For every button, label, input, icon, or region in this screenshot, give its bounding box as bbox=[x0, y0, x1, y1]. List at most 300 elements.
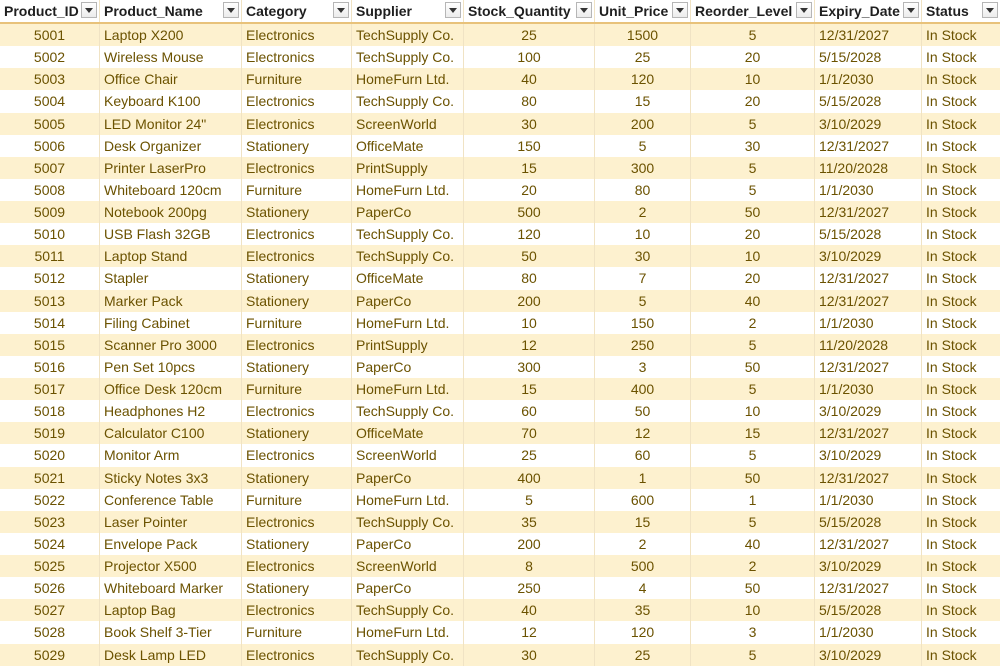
cell-expiry-date[interactable]: 12/31/2027 bbox=[815, 356, 922, 378]
cell-category[interactable]: Electronics bbox=[242, 223, 352, 245]
cell-reorder-level[interactable]: 5 bbox=[691, 511, 815, 533]
cell-supplier[interactable]: ScreenWorld bbox=[352, 444, 464, 466]
cell-expiry-date[interactable]: 5/15/2028 bbox=[815, 223, 922, 245]
cell-stock-quantity[interactable]: 60 bbox=[464, 400, 595, 422]
cell-product-name[interactable]: Printer LaserPro bbox=[100, 157, 242, 179]
cell-reorder-level[interactable]: 40 bbox=[691, 533, 815, 555]
header-product-id[interactable] bbox=[0, 0, 100, 22]
cell-reorder-level[interactable]: 50 bbox=[691, 577, 815, 599]
table-row[interactable] bbox=[0, 201, 1000, 223]
cell-product-id[interactable]: 5007 bbox=[0, 157, 100, 179]
cell-product-name[interactable]: Laptop X200 bbox=[100, 24, 242, 46]
cell-product-name[interactable]: Keyboard K100 bbox=[100, 90, 242, 112]
cell-reorder-level[interactable]: 5 bbox=[691, 113, 815, 135]
cell-expiry-date[interactable]: 11/20/2028 bbox=[815, 334, 922, 356]
cell-category[interactable]: Furniture bbox=[242, 68, 352, 90]
cell-category[interactable]: Electronics bbox=[242, 113, 352, 135]
cell-supplier[interactable]: HomeFurn Ltd. bbox=[352, 68, 464, 90]
cell-stock-quantity[interactable]: 10 bbox=[464, 312, 595, 334]
cell-expiry-date[interactable]: 12/31/2027 bbox=[815, 24, 922, 46]
cell-stock-quantity[interactable]: 30 bbox=[464, 113, 595, 135]
cell-stock-quantity[interactable]: 80 bbox=[464, 267, 595, 289]
cell-status[interactable]: In Stock bbox=[926, 27, 977, 43]
cell-product-id[interactable]: 5002 bbox=[0, 46, 100, 68]
table-row[interactable] bbox=[0, 621, 1000, 643]
cell-product-name[interactable]: Office Chair bbox=[100, 68, 242, 90]
cell-product-name[interactable]: Calculator C100 bbox=[100, 422, 242, 444]
table-row[interactable] bbox=[0, 599, 1000, 621]
cell-unit-price[interactable]: 12 bbox=[595, 422, 691, 444]
table-row[interactable] bbox=[0, 113, 1000, 135]
cell-stock-quantity[interactable]: 100 bbox=[464, 46, 595, 68]
cell-status[interactable]: In Stock bbox=[926, 159, 977, 176]
header-reorder-level[interactable] bbox=[691, 0, 815, 22]
cell-supplier[interactable]: OfficeMate bbox=[352, 422, 464, 444]
cell-supplier[interactable]: HomeFurn Ltd. bbox=[352, 378, 464, 400]
cell-product-id[interactable]: 5027 bbox=[0, 599, 100, 621]
cell-stock-quantity[interactable]: 70 bbox=[464, 422, 595, 444]
cell-unit-price[interactable]: 7 bbox=[595, 267, 691, 289]
table-row[interactable] bbox=[0, 489, 1000, 511]
filter-dropdown-button[interactable] bbox=[796, 2, 812, 18]
cell-unit-price[interactable]: 5 bbox=[595, 135, 691, 157]
cell-unit-price[interactable]: 15 bbox=[595, 90, 691, 112]
cell-category[interactable]: Stationery bbox=[242, 290, 352, 312]
cell-unit-price[interactable]: 10 bbox=[595, 223, 691, 245]
cell-product-name[interactable]: Filing Cabinet bbox=[100, 312, 242, 334]
header-category[interactable] bbox=[242, 0, 352, 22]
cell-unit-price[interactable]: 400 bbox=[595, 378, 691, 400]
cell-product-id[interactable]: 5029 bbox=[0, 644, 100, 666]
cell-stock-quantity[interactable]: 120 bbox=[464, 223, 595, 245]
cell-stock-quantity[interactable]: 500 bbox=[464, 201, 595, 223]
cell-supplier[interactable]: TechSupply Co. bbox=[352, 511, 464, 533]
cell-category[interactable]: Electronics bbox=[242, 334, 352, 356]
cell-expiry-date[interactable]: 12/31/2027 bbox=[815, 290, 922, 312]
cell-category[interactable]: Furniture bbox=[242, 378, 352, 400]
cell-category[interactable]: Furniture bbox=[242, 179, 352, 201]
cell-reorder-level[interactable]: 5 bbox=[691, 179, 815, 201]
cell-product-id[interactable]: 5018 bbox=[0, 400, 100, 422]
cell-category[interactable]: Electronics bbox=[242, 511, 352, 533]
cell-expiry-date[interactable]: 12/31/2027 bbox=[815, 533, 922, 555]
cell-product-name[interactable]: Monitor Arm bbox=[100, 444, 242, 466]
cell-product-id[interactable]: 5016 bbox=[0, 356, 100, 378]
cell-category[interactable]: Stationery bbox=[242, 135, 352, 157]
cell-reorder-level[interactable]: 20 bbox=[691, 46, 815, 68]
cell-product-id[interactable]: 5020 bbox=[0, 444, 100, 466]
cell-unit-price[interactable]: 300 bbox=[595, 157, 691, 179]
cell-status[interactable]: In Stock bbox=[926, 602, 977, 619]
cell-product-name[interactable]: Laptop Bag bbox=[100, 599, 242, 621]
cell-reorder-level[interactable]: 5 bbox=[691, 24, 815, 46]
cell-product-name[interactable]: Scanner Pro 3000 bbox=[100, 334, 242, 356]
cell-stock-quantity[interactable]: 25 bbox=[464, 444, 595, 466]
cell-product-id[interactable]: 5023 bbox=[0, 511, 100, 533]
cell-product-name[interactable]: Laptop Stand bbox=[100, 245, 242, 267]
cell-stock-quantity[interactable]: 200 bbox=[464, 290, 595, 312]
cell-reorder-level[interactable]: 10 bbox=[691, 245, 815, 267]
cell-status[interactable]: In Stock bbox=[926, 314, 977, 331]
cell-product-id[interactable]: 5028 bbox=[0, 621, 100, 643]
cell-product-id[interactable]: 5004 bbox=[0, 90, 100, 112]
cell-category[interactable]: Stationery bbox=[242, 577, 352, 599]
cell-reorder-level[interactable]: 20 bbox=[691, 223, 815, 245]
cell-expiry-date[interactable]: 1/1/2030 bbox=[815, 621, 922, 643]
cell-expiry-date[interactable]: 3/10/2029 bbox=[815, 444, 922, 466]
cell-expiry-date[interactable]: 12/31/2027 bbox=[815, 201, 922, 223]
cell-product-name[interactable]: LED Monitor 24" bbox=[100, 113, 242, 135]
cell-product-name[interactable]: Whiteboard 120cm bbox=[100, 179, 242, 201]
cell-expiry-date[interactable]: 1/1/2030 bbox=[815, 489, 922, 511]
cell-category[interactable]: Electronics bbox=[242, 157, 352, 179]
header-product-name[interactable] bbox=[100, 0, 242, 22]
cell-unit-price[interactable]: 25 bbox=[595, 644, 691, 666]
table-row[interactable] bbox=[0, 267, 1000, 289]
filter-dropdown-button[interactable] bbox=[672, 2, 688, 18]
cell-product-id[interactable]: 5015 bbox=[0, 334, 100, 356]
cell-expiry-date[interactable]: 5/15/2028 bbox=[815, 46, 922, 68]
cell-product-id[interactable]: 5014 bbox=[0, 312, 100, 334]
cell-reorder-level[interactable]: 40 bbox=[691, 290, 815, 312]
cell-supplier[interactable]: OfficeMate bbox=[352, 135, 464, 157]
cell-category[interactable]: Electronics bbox=[242, 400, 352, 422]
filter-dropdown-button[interactable] bbox=[333, 2, 349, 18]
cell-status[interactable]: In Stock bbox=[926, 513, 977, 530]
cell-status[interactable]: In Stock bbox=[926, 580, 977, 597]
cell-reorder-level[interactable]: 5 bbox=[691, 334, 815, 356]
cell-product-id[interactable]: 5025 bbox=[0, 555, 100, 577]
cell-product-name[interactable]: Notebook 200pg bbox=[100, 201, 242, 223]
cell-unit-price[interactable]: 200 bbox=[595, 113, 691, 135]
cell-reorder-level[interactable]: 2 bbox=[691, 312, 815, 334]
table-row[interactable] bbox=[0, 135, 1000, 157]
cell-expiry-date[interactable]: 5/15/2028 bbox=[815, 90, 922, 112]
cell-product-id[interactable]: 5005 bbox=[0, 113, 100, 135]
cell-expiry-date[interactable]: 1/1/2030 bbox=[815, 179, 922, 201]
cell-unit-price[interactable]: 30 bbox=[595, 245, 691, 267]
cell-unit-price[interactable]: 1 bbox=[595, 467, 691, 489]
cell-stock-quantity[interactable]: 400 bbox=[464, 467, 595, 489]
cell-product-id[interactable]: 5006 bbox=[0, 135, 100, 157]
cell-supplier[interactable]: PrintSupply bbox=[352, 334, 464, 356]
cell-stock-quantity[interactable]: 50 bbox=[464, 245, 595, 267]
cell-category[interactable]: Electronics bbox=[242, 90, 352, 112]
cell-unit-price[interactable]: 60 bbox=[595, 444, 691, 466]
table-row[interactable] bbox=[0, 46, 1000, 68]
cell-product-name[interactable]: Desk Organizer bbox=[100, 135, 242, 157]
cell-supplier[interactable]: HomeFurn Ltd. bbox=[352, 179, 464, 201]
cell-category[interactable]: Electronics bbox=[242, 644, 352, 666]
cell-product-id[interactable]: 5010 bbox=[0, 223, 100, 245]
cell-expiry-date[interactable]: 1/1/2030 bbox=[815, 312, 922, 334]
cell-stock-quantity[interactable]: 8 bbox=[464, 555, 595, 577]
cell-product-id[interactable]: 5009 bbox=[0, 201, 100, 223]
header-unit-price[interactable] bbox=[595, 0, 691, 22]
cell-supplier[interactable]: TechSupply Co. bbox=[352, 24, 464, 46]
cell-expiry-date[interactable]: 3/10/2029 bbox=[815, 245, 922, 267]
cell-reorder-level[interactable]: 20 bbox=[691, 267, 815, 289]
cell-stock-quantity[interactable]: 200 bbox=[464, 533, 595, 555]
cell-reorder-level[interactable]: 20 bbox=[691, 90, 815, 112]
cell-product-name[interactable]: USB Flash 32GB bbox=[100, 223, 242, 245]
cell-expiry-date[interactable]: 1/1/2030 bbox=[815, 378, 922, 400]
cell-status[interactable]: In Stock bbox=[926, 469, 977, 486]
cell-supplier[interactable]: TechSupply Co. bbox=[352, 90, 464, 112]
cell-status[interactable]: In Stock bbox=[926, 403, 977, 420]
cell-status[interactable]: In Stock bbox=[926, 491, 977, 508]
cell-stock-quantity[interactable]: 12 bbox=[464, 621, 595, 643]
cell-status[interactable]: In Stock bbox=[926, 71, 977, 88]
cell-unit-price[interactable]: 4 bbox=[595, 577, 691, 599]
cell-unit-price[interactable]: 5 bbox=[595, 290, 691, 312]
cell-expiry-date[interactable]: 3/10/2029 bbox=[815, 644, 922, 666]
cell-supplier[interactable]: ScreenWorld bbox=[352, 555, 464, 577]
cell-stock-quantity[interactable]: 80 bbox=[464, 90, 595, 112]
cell-category[interactable]: Electronics bbox=[242, 245, 352, 267]
filter-dropdown-button[interactable] bbox=[445, 2, 461, 18]
cell-status[interactable]: In Stock bbox=[926, 248, 977, 265]
cell-product-name[interactable]: Office Desk 120cm bbox=[100, 378, 242, 400]
cell-product-name[interactable]: Envelope Pack bbox=[100, 533, 242, 555]
cell-status[interactable]: In Stock bbox=[926, 49, 977, 66]
cell-status[interactable]: In Stock bbox=[926, 535, 977, 552]
cell-product-id[interactable]: 5024 bbox=[0, 533, 100, 555]
table-row[interactable] bbox=[0, 312, 1000, 334]
cell-reorder-level[interactable]: 10 bbox=[691, 68, 815, 90]
cell-stock-quantity[interactable]: 20 bbox=[464, 179, 595, 201]
cell-unit-price[interactable]: 50 bbox=[595, 400, 691, 422]
cell-reorder-level[interactable]: 5 bbox=[691, 644, 815, 666]
cell-supplier[interactable]: PaperCo bbox=[352, 290, 464, 312]
cell-unit-price[interactable]: 35 bbox=[595, 599, 691, 621]
cell-product-id[interactable]: 5011 bbox=[0, 245, 100, 267]
cell-product-name[interactable]: Whiteboard Marker bbox=[100, 577, 242, 599]
cell-expiry-date[interactable]: 5/15/2028 bbox=[815, 511, 922, 533]
cell-reorder-level[interactable]: 50 bbox=[691, 467, 815, 489]
cell-expiry-date[interactable]: 1/1/2030 bbox=[815, 68, 922, 90]
cell-product-name[interactable]: Conference Table bbox=[100, 489, 242, 511]
cell-product-name[interactable]: Stapler bbox=[100, 267, 242, 289]
cell-reorder-level[interactable]: 5 bbox=[691, 444, 815, 466]
cell-product-name[interactable]: Headphones H2 bbox=[100, 400, 242, 422]
cell-expiry-date[interactable]: 12/31/2027 bbox=[815, 135, 922, 157]
cell-unit-price[interactable]: 150 bbox=[595, 312, 691, 334]
cell-supplier[interactable]: PaperCo bbox=[352, 533, 464, 555]
cell-product-id[interactable]: 5001 bbox=[0, 24, 100, 46]
cell-unit-price[interactable]: 1500 bbox=[595, 24, 691, 46]
cell-expiry-date[interactable]: 12/31/2027 bbox=[815, 577, 922, 599]
table-row[interactable] bbox=[0, 90, 1000, 112]
cell-status[interactable]: In Stock bbox=[926, 646, 977, 663]
cell-expiry-date[interactable]: 3/10/2029 bbox=[815, 555, 922, 577]
header-supplier[interactable] bbox=[352, 0, 464, 22]
header-expiry-date[interactable] bbox=[815, 0, 922, 22]
table-row[interactable] bbox=[0, 533, 1000, 555]
filter-dropdown-button[interactable] bbox=[903, 2, 919, 18]
cell-category[interactable]: Electronics bbox=[242, 46, 352, 68]
table-row[interactable] bbox=[0, 444, 1000, 466]
cell-supplier[interactable]: HomeFurn Ltd. bbox=[352, 312, 464, 334]
cell-expiry-date[interactable]: 12/31/2027 bbox=[815, 467, 922, 489]
cell-supplier[interactable]: PaperCo bbox=[352, 201, 464, 223]
cell-reorder-level[interactable]: 3 bbox=[691, 621, 815, 643]
cell-status[interactable]: In Stock bbox=[926, 381, 977, 397]
cell-stock-quantity[interactable]: 300 bbox=[464, 356, 595, 378]
cell-stock-quantity[interactable]: 15 bbox=[464, 378, 595, 400]
cell-product-id[interactable]: 5026 bbox=[0, 577, 100, 599]
cell-supplier[interactable]: TechSupply Co. bbox=[352, 400, 464, 422]
cell-unit-price[interactable]: 15 bbox=[595, 511, 691, 533]
cell-supplier[interactable]: TechSupply Co. bbox=[352, 46, 464, 68]
cell-category[interactable]: Stationery bbox=[242, 356, 352, 378]
cell-supplier[interactable]: TechSupply Co. bbox=[352, 223, 464, 245]
cell-supplier[interactable]: TechSupply Co. bbox=[352, 599, 464, 621]
cell-stock-quantity[interactable]: 150 bbox=[464, 135, 595, 157]
header-stock-quantity[interactable] bbox=[464, 0, 595, 22]
cell-product-name[interactable]: Wireless Mouse bbox=[100, 46, 242, 68]
cell-supplier[interactable]: OfficeMate bbox=[352, 267, 464, 289]
cell-product-name[interactable]: Desk Lamp LED bbox=[100, 644, 242, 666]
cell-expiry-date[interactable]: 12/31/2027 bbox=[815, 422, 922, 444]
cell-expiry-date[interactable]: 5/15/2028 bbox=[815, 599, 922, 621]
cell-category[interactable]: Electronics bbox=[242, 599, 352, 621]
cell-unit-price[interactable]: 600 bbox=[595, 489, 691, 511]
table-row[interactable] bbox=[0, 378, 1000, 400]
cell-status[interactable]: In Stock bbox=[926, 226, 977, 243]
cell-product-name[interactable]: Sticky Notes 3x3 bbox=[100, 467, 242, 489]
cell-supplier[interactable]: ScreenWorld bbox=[352, 113, 464, 135]
cell-category[interactable]: Stationery bbox=[242, 201, 352, 223]
cell-supplier[interactable]: HomeFurn Ltd. bbox=[352, 489, 464, 511]
cell-reorder-level[interactable]: 50 bbox=[691, 201, 815, 223]
cell-unit-price[interactable]: 80 bbox=[595, 179, 691, 201]
cell-supplier[interactable]: PrintSupply bbox=[352, 157, 464, 179]
cell-stock-quantity[interactable]: 35 bbox=[464, 511, 595, 533]
table-row[interactable] bbox=[0, 334, 1000, 356]
cell-supplier[interactable]: TechSupply Co. bbox=[352, 245, 464, 267]
cell-status[interactable]: In Stock bbox=[926, 204, 977, 220]
table-row[interactable] bbox=[0, 511, 1000, 533]
cell-category[interactable]: Electronics bbox=[242, 444, 352, 466]
cell-product-id[interactable]: 5003 bbox=[0, 68, 100, 90]
cell-expiry-date[interactable]: 3/10/2029 bbox=[815, 400, 922, 422]
cell-product-id[interactable]: 5019 bbox=[0, 422, 100, 444]
cell-status[interactable]: In Stock bbox=[926, 447, 977, 464]
cell-product-name[interactable]: Laser Pointer bbox=[100, 511, 242, 533]
cell-stock-quantity[interactable]: 5 bbox=[464, 489, 595, 511]
cell-reorder-level[interactable]: 10 bbox=[691, 400, 815, 422]
table-row[interactable] bbox=[0, 555, 1000, 577]
cell-unit-price[interactable]: 120 bbox=[595, 621, 691, 643]
cell-status[interactable]: In Stock bbox=[926, 270, 977, 287]
cell-status[interactable]: In Stock bbox=[926, 137, 977, 154]
cell-category[interactable]: Stationery bbox=[242, 267, 352, 289]
cell-unit-price[interactable]: 500 bbox=[595, 555, 691, 577]
cell-status[interactable]: In Stock bbox=[926, 115, 977, 132]
table-row[interactable] bbox=[0, 223, 1000, 245]
cell-unit-price[interactable]: 3 bbox=[595, 356, 691, 378]
cell-unit-price[interactable]: 250 bbox=[595, 334, 691, 356]
cell-supplier[interactable]: PaperCo bbox=[352, 577, 464, 599]
cell-supplier[interactable]: TechSupply Co. bbox=[352, 644, 464, 666]
cell-stock-quantity[interactable]: 250 bbox=[464, 577, 595, 599]
table-row[interactable] bbox=[0, 157, 1000, 179]
table-row[interactable] bbox=[0, 467, 1000, 489]
table-row[interactable] bbox=[0, 644, 1000, 666]
cell-status[interactable]: In Stock bbox=[926, 181, 977, 198]
cell-supplier[interactable]: HomeFurn Ltd. bbox=[352, 621, 464, 643]
cell-status[interactable]: In Stock bbox=[926, 358, 977, 375]
cell-reorder-level[interactable]: 10 bbox=[691, 599, 815, 621]
cell-product-id[interactable]: 5013 bbox=[0, 290, 100, 312]
cell-category[interactable]: Electronics bbox=[242, 24, 352, 46]
cell-reorder-level[interactable]: 2 bbox=[691, 555, 815, 577]
header-status[interactable] bbox=[922, 0, 1000, 22]
table-row[interactable] bbox=[0, 24, 1000, 46]
cell-unit-price[interactable]: 120 bbox=[595, 68, 691, 90]
cell-category[interactable]: Furniture bbox=[242, 312, 352, 334]
table-row[interactable] bbox=[0, 68, 1000, 90]
cell-status[interactable]: In Stock bbox=[926, 624, 977, 641]
cell-category[interactable]: Stationery bbox=[242, 422, 352, 444]
cell-category[interactable]: Stationery bbox=[242, 533, 352, 555]
cell-stock-quantity[interactable]: 15 bbox=[464, 157, 595, 179]
cell-category[interactable]: Stationery bbox=[242, 467, 352, 489]
cell-reorder-level[interactable]: 50 bbox=[691, 356, 815, 378]
cell-unit-price[interactable]: 25 bbox=[595, 46, 691, 68]
cell-reorder-level[interactable]: 5 bbox=[691, 157, 815, 179]
filter-dropdown-button[interactable] bbox=[576, 2, 592, 18]
table-row[interactable] bbox=[0, 400, 1000, 422]
cell-stock-quantity[interactable]: 40 bbox=[464, 68, 595, 90]
cell-stock-quantity[interactable]: 40 bbox=[464, 599, 595, 621]
cell-supplier[interactable]: PaperCo bbox=[352, 467, 464, 489]
cell-category[interactable]: Furniture bbox=[242, 621, 352, 643]
cell-category[interactable]: Electronics bbox=[242, 555, 352, 577]
filter-dropdown-button[interactable] bbox=[982, 2, 998, 18]
table-row[interactable] bbox=[0, 290, 1000, 312]
table-row[interactable] bbox=[0, 356, 1000, 378]
cell-stock-quantity[interactable]: 25 bbox=[464, 24, 595, 46]
cell-reorder-level[interactable]: 30 bbox=[691, 135, 815, 157]
cell-product-id[interactable]: 5017 bbox=[0, 378, 100, 400]
cell-product-name[interactable]: Pen Set 10pcs bbox=[100, 356, 242, 378]
cell-supplier[interactable]: PaperCo bbox=[352, 356, 464, 378]
cell-status[interactable]: In Stock bbox=[926, 292, 977, 309]
cell-product-name[interactable]: Marker Pack bbox=[100, 290, 242, 312]
cell-expiry-date[interactable]: 11/20/2028 bbox=[815, 157, 922, 179]
cell-stock-quantity[interactable]: 12 bbox=[464, 334, 595, 356]
cell-unit-price[interactable]: 2 bbox=[595, 533, 691, 555]
cell-reorder-level[interactable]: 15 bbox=[691, 422, 815, 444]
cell-expiry-date[interactable]: 3/10/2029 bbox=[815, 113, 922, 135]
cell-status[interactable]: In Stock bbox=[926, 425, 977, 442]
table-row[interactable] bbox=[0, 422, 1000, 444]
cell-expiry-date[interactable]: 12/31/2027 bbox=[815, 267, 922, 289]
table-row[interactable] bbox=[0, 245, 1000, 267]
cell-stock-quantity[interactable]: 30 bbox=[464, 644, 595, 666]
table-row[interactable] bbox=[0, 179, 1000, 201]
cell-status[interactable]: In Stock bbox=[926, 558, 977, 574]
cell-product-id[interactable]: 5012 bbox=[0, 267, 100, 289]
cell-product-id[interactable]: 5021 bbox=[0, 467, 100, 489]
cell-product-name[interactable]: Book Shelf 3-Tier bbox=[100, 621, 242, 643]
filter-dropdown-button[interactable] bbox=[81, 2, 97, 18]
cell-unit-price[interactable]: 2 bbox=[595, 201, 691, 223]
cell-reorder-level[interactable]: 5 bbox=[691, 378, 815, 400]
cell-status[interactable]: In Stock bbox=[926, 93, 977, 110]
